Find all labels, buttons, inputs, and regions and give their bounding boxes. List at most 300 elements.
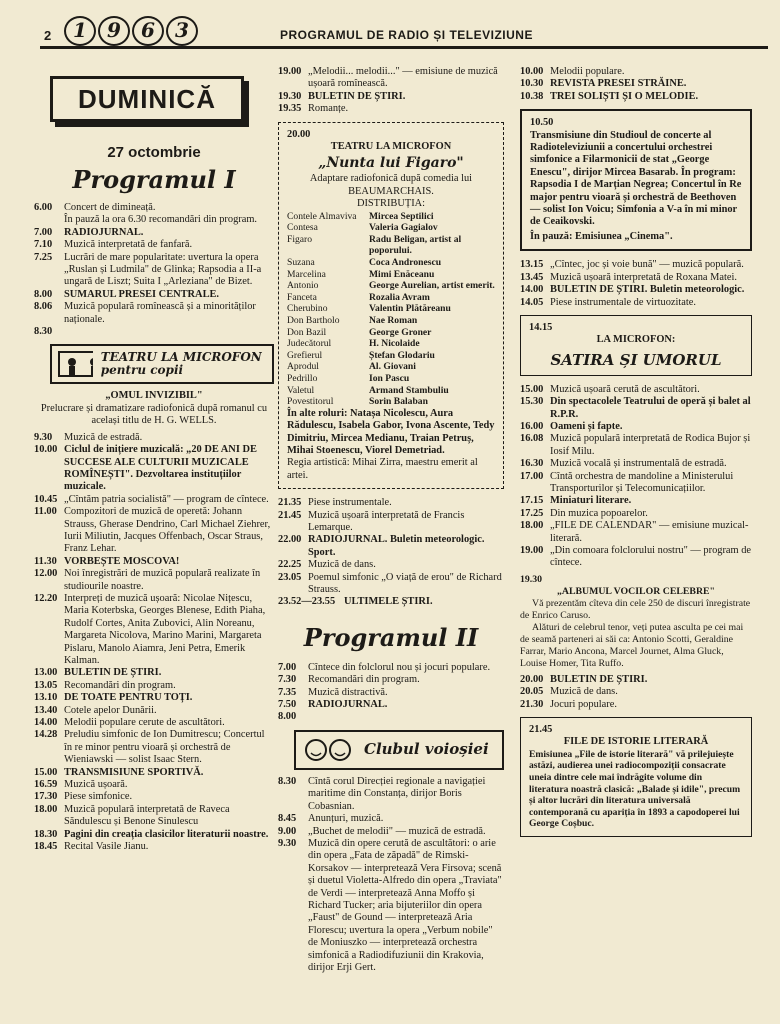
cast-row xyxy=(287,269,495,281)
schedule-item xyxy=(34,717,274,729)
schedule-text: Muzică vocală și instrumentală de estradă. xyxy=(550,458,727,470)
schedule-time: 18.45 xyxy=(34,841,58,853)
schedule-time: 21.35 xyxy=(278,497,302,509)
cast-actor: H. Nicolaide xyxy=(369,338,420,350)
year-digit: 9 xyxy=(98,16,130,46)
schedule-item xyxy=(278,66,504,91)
schedule-text: RADIOJURNAL. xyxy=(308,699,388,711)
teatru-adaptation: Adaptare radiofonică după comedia lui BEAUMARCHAIS. xyxy=(309,173,473,197)
schedule-item xyxy=(34,692,274,704)
schedule-time: 7.00 xyxy=(34,226,53,238)
cast-actor: George Groner xyxy=(369,326,432,338)
schedule-text: Muzică de dans. xyxy=(308,559,376,571)
schedule-text: Cotele apelor Dunării. xyxy=(64,704,157,716)
schedule-text: Muzică populară romînească și a minorităților naționale. xyxy=(64,301,256,325)
schedule-list xyxy=(520,674,752,711)
schedule-time: 6.00 xyxy=(34,202,53,213)
schedule-text xyxy=(308,711,504,723)
schedule-text: „Din comoara folclorului nostru" — program de cîntece. xyxy=(550,545,752,569)
schedule-text: Compozitori de muzică de operetă: Johann Strauss, Gherase Dendrino, Carl Michael Ziehrer, Iurii Miliutin, Jacques Offenbach, Oscar Straus, Franz Lehar. xyxy=(64,506,271,555)
schedule-text: REVISTA PRESEI STRĂINE. xyxy=(550,78,687,90)
cast-row xyxy=(287,234,495,257)
schedule-text: Poemul simfonic „O viață de erou" de Richard Strauss. xyxy=(308,571,502,596)
schedule-item xyxy=(34,779,274,791)
schedule-time: 14.28 xyxy=(34,729,58,741)
cast-row xyxy=(287,292,495,304)
cast-role: Antonio xyxy=(287,280,319,292)
schedule-time: 8.30 xyxy=(34,326,53,338)
schedule-time: 13.15 xyxy=(520,259,544,271)
schedule-text: Romanțe. xyxy=(308,103,349,115)
schedule-list xyxy=(520,66,752,103)
schedule-text: Muzică populară interpretată de Raveca Săndulescu și Benone Sinulescu xyxy=(64,803,230,828)
schedule-time: 15.00 xyxy=(34,766,58,778)
schedule-text: Miniaturi literare. xyxy=(550,495,632,507)
cartoon-faces-icon xyxy=(302,737,356,763)
schedule-item xyxy=(278,699,504,711)
schedule-time: 9.30 xyxy=(278,837,297,849)
schedule-text: RADIOJURNAL. Buletin meteorologic. Sport. xyxy=(308,534,485,558)
schedule-text: Muzică de dans. xyxy=(550,686,618,698)
album-text-1: Vă prezentăm cîteva din cele 250 de discuri înregistrate de Enrico Caruso. xyxy=(520,597,751,621)
schedule-item xyxy=(520,545,752,570)
column-3 xyxy=(520,66,752,845)
schedule-text: Preludiu simfonic de Ion Dumitrescu; Concertul în re minor pentru vioară și orchestră de Wieniawski — solist Isaac Stern. xyxy=(64,729,265,766)
schedule-text: Muzică ușoară interpretată de Francis Lemarque. xyxy=(308,509,465,533)
schedule-list xyxy=(278,497,504,609)
schedule-item xyxy=(34,227,274,239)
schedule-item xyxy=(34,829,274,841)
schedule-time: 7.50 xyxy=(278,699,297,711)
schedule-text: Recomandări din program. xyxy=(64,679,176,691)
schedule-time: 16.08 xyxy=(520,433,544,445)
schedule-item xyxy=(278,687,504,699)
cast-actor: Sorin Balaban xyxy=(369,396,428,408)
cast-row xyxy=(287,315,495,327)
schedule-list xyxy=(278,66,504,116)
omul-title: „OMUL INVIZIBIL" xyxy=(105,390,203,402)
teatru-time: 20.00 xyxy=(287,128,311,140)
cast-actor: Ion Pascu xyxy=(369,372,410,384)
schedule-text: Piese simfonice. xyxy=(64,791,133,803)
cast-role: Pedrillo xyxy=(287,372,318,384)
program-2-title: Programul II xyxy=(303,622,479,652)
schedule-text: Anunțuri, muzică. xyxy=(308,813,384,825)
concert-time: 10.50 xyxy=(530,117,554,129)
concert-pause: În pauză: Emisiunea „Cinema". xyxy=(530,230,673,242)
schedule-text: Melodii populare. xyxy=(550,66,625,77)
schedule-time: 22.25 xyxy=(278,559,302,571)
istorie-box xyxy=(520,717,752,837)
schedule-item xyxy=(520,495,752,507)
cast-row xyxy=(287,280,495,292)
schedule-item xyxy=(520,674,752,686)
schedule-text: DE TOATE PENTRU TOȚI. xyxy=(64,692,193,704)
clubul-label: Clubul voioșiei xyxy=(364,740,489,759)
schedule-item xyxy=(520,699,752,711)
satira-heading: LA MICROFON: xyxy=(596,334,676,346)
schedule-time: 23.05 xyxy=(278,571,302,583)
satira-title: SATIRA ȘI UMORUL xyxy=(550,350,722,369)
schedule-item xyxy=(520,520,752,545)
schedule-time: 18.00 xyxy=(520,520,544,532)
schedule-item xyxy=(278,674,504,686)
schedule-item xyxy=(34,494,274,506)
cast-row xyxy=(287,222,495,234)
schedule-item xyxy=(520,272,752,284)
schedule-list xyxy=(34,432,274,854)
album-text-2: Alături de celebrul tenor, veți putea asculta pe cei mai de seamă parteneri ai săi ca: Antonio Scotti, Geraldine Farrar, Mario Ancona, Marcel Journet, Alma Gluck, Louise Homer, Tita Ruffo. xyxy=(520,621,744,669)
cast-row xyxy=(287,373,495,385)
cast-actor: Armand Stambuliu xyxy=(369,384,449,396)
cast-role: Grefierul xyxy=(287,349,323,361)
schedule-time: 17.25 xyxy=(520,507,544,519)
cast-actor: Valeria Gagialov xyxy=(369,222,438,234)
cast-role: Suzana xyxy=(287,257,315,269)
schedule-text: „Cîntec, joc și voie bună" — muzică populară. xyxy=(550,259,744,271)
schedule-item xyxy=(278,91,504,103)
schedule-text: Ciclul de inițiere muzicală: „20 DE ANI DE SUCCESE ALE CULTURII MUZICALE ROMÎNEȘTI". Dezvoltarea instituțiilor muzicale. xyxy=(64,444,257,493)
schedule-item xyxy=(34,289,274,301)
schedule-time: 7.25 xyxy=(34,251,53,263)
schedule-item xyxy=(278,572,504,597)
schedule-text: Muzică de estradă. xyxy=(64,431,143,443)
schedule-text: Muzică din opere cerută de ascultători: o arie din opera „Fata de zăpadă" de Rimski-Korsakov — interpretează Vera Firsova; scenă și duetul Violetta-Alfredo din opera „Traviata" de Verdi — interpretează Anna Moffo și Richard Tucker; aria bijuteriilor din opera „Faust" de Gound — interpretează Aria Florescu; uvertura la opera „Verbum nobile" de Moniuszko — interpretează orchestra simfonică a Radiodifuziunii din Krakovia, dirijor Erji Gert. xyxy=(308,837,502,973)
schedule-item xyxy=(520,686,752,698)
schedule-time: 19.35 xyxy=(278,103,302,115)
year-digit: 6 xyxy=(132,16,164,46)
cast-role: Cherubino xyxy=(287,303,328,315)
schedule-time: 19.30 xyxy=(278,90,302,102)
schedule-list xyxy=(520,384,752,570)
album-time: 19.30 xyxy=(520,573,543,585)
schedule-text: Noi înregistrări de muzică populară realizate în studiourile noastre. xyxy=(64,568,261,592)
schedule-item xyxy=(520,297,752,309)
schedule-text: În pauză la ora 6.30 recomandări din program. xyxy=(64,214,258,226)
schedule-text: Lucrări de mare popularitate: uvertura la opera „Ruslan și Ludmila" de Glinka; Rapsodia a II-a ungară de Liszt; Suita I „Arleziana" de Bizet. xyxy=(64,251,262,288)
schedule-time: 8.06 xyxy=(34,301,53,313)
schedule-item xyxy=(34,841,274,853)
cast-role: Contele Almaviva xyxy=(287,210,357,222)
schedule-list xyxy=(34,202,274,338)
schedule-time: 13.00 xyxy=(34,667,58,679)
schedule-time xyxy=(34,214,64,226)
cast-row xyxy=(287,396,495,408)
schedule-item xyxy=(520,259,752,271)
date-label: 27 octombrie xyxy=(107,144,201,161)
year-logo xyxy=(64,16,198,46)
cast-row xyxy=(287,327,495,339)
schedule-item xyxy=(520,396,752,421)
cast-actor: Mircea Septilici xyxy=(369,210,434,222)
cast-role: Don Bartholo xyxy=(287,315,340,326)
schedule-time: 7.10 xyxy=(34,239,53,251)
schedule-item xyxy=(34,326,274,338)
schedule-item xyxy=(520,508,752,520)
schedule-text: Piese instrumentale. xyxy=(308,497,392,509)
cast-role: Figaro xyxy=(287,233,313,245)
day-banner: DUMINICĂ xyxy=(50,76,244,122)
omul-description: Prelucrare și dramatizare radiofonică după romanul cu același titlu de H. G. WELLS. xyxy=(40,402,268,427)
cast-actor: Al. Giovani xyxy=(369,361,416,373)
schedule-time: 15.00 xyxy=(520,383,544,395)
schedule-item xyxy=(34,804,274,829)
cast-actor: George Aurelian, artist emerit. xyxy=(369,280,495,292)
schedule-text: BULETIN DE ȘTIRI. xyxy=(308,90,406,102)
schedule-item xyxy=(520,471,752,496)
schedule-text: „Melodii... melodii..." — emisiune de muzică ușoară romînească. xyxy=(308,66,498,90)
schedule-text: BULETIN DE ȘTIRI. xyxy=(550,673,648,685)
other-roles: În alte roluri: Natașa Nicolescu, Aura Rădulescu, Isabela Gabor, Ivona Ascente, Tedy Dimitriu, Mircea Medianu, Traian Petruș, Mihai Stoenescu, Viorel Demetriad. xyxy=(287,407,495,456)
schedule-time: 14.05 xyxy=(520,296,544,308)
program-1-title: Programul I xyxy=(72,165,236,194)
cast-row xyxy=(287,211,495,223)
schedule-item xyxy=(520,66,752,78)
schedule-item xyxy=(278,559,504,571)
schedule-item xyxy=(34,556,274,568)
schedule-time: 11.30 xyxy=(34,555,57,567)
schedule-time: 7.00 xyxy=(278,661,297,673)
schedule-text: Oameni și fapte. xyxy=(550,420,623,432)
schedule-text: Piese instrumentale de virtuozitate. xyxy=(550,296,697,308)
schedule-text: TREI SOLIȘTI ȘI O MELODIE. xyxy=(550,90,699,102)
schedule-item xyxy=(34,667,274,679)
schedule-item xyxy=(34,252,274,289)
schedule-time: 14.00 xyxy=(520,284,544,296)
schedule-time: 11.00 xyxy=(34,506,57,518)
schedule-time: 10.00 xyxy=(520,66,544,77)
schedule-item xyxy=(34,202,274,214)
regia: Regia artistică: Mihai Zirra, maestru emerit al artei. xyxy=(287,457,478,481)
cast-actor: Coca Andronescu xyxy=(369,257,442,269)
schedule-text: Recital Vasile Jianu. xyxy=(64,841,149,853)
schedule-time: 9.30 xyxy=(34,431,53,443)
istorie-text: Emisiunea „File de istorie literară" vă prilejuiește astăzi, audierea unei radiocompoziții consacrate uneia dintre cele mai îndrăgite volume din literatura noastră clasică: „Balade și idile", precum și altor lucrări din literatura universală contemporană cu apariția în 1893 a capodoperei lui George Coșbuc. xyxy=(529,748,741,830)
schedule-text: Jocuri populare. xyxy=(550,698,617,710)
schedule-time: 10.38 xyxy=(520,90,544,102)
schedule-text: Din spectacolele Teatrului de operă și balet al R.P.R. xyxy=(550,396,751,420)
cast-role: Marcelina xyxy=(287,268,326,280)
schedule-item xyxy=(278,510,504,535)
schedule-item xyxy=(34,568,274,593)
schedule-time: 19.00 xyxy=(520,545,544,556)
cast-actor: Ștefan Glodariu xyxy=(369,349,435,361)
istorie-time: 21.45 xyxy=(529,724,553,736)
cast-role: Don Bazil xyxy=(287,326,327,338)
schedule-time: 8.00 xyxy=(34,288,53,300)
schedule-item xyxy=(278,813,504,825)
teatru-figaro-box xyxy=(278,122,504,490)
schedule-item xyxy=(520,284,752,296)
schedule-item xyxy=(520,384,752,396)
cast-row xyxy=(287,338,495,350)
schedule-text: TRANSMISIUNE SPORTIVĂ. xyxy=(64,766,204,778)
schedule-text: Muzică interpretată de fanfară. xyxy=(64,239,193,251)
cast-row xyxy=(287,257,495,269)
schedule-text: „Buchet de melodii" — muzică de estradă. xyxy=(308,825,486,837)
schedule-text: Cîntă corul Direcției regionale a navigației maritime din Constanța, dirijor Boris Cobasnian. xyxy=(308,775,486,812)
cast-actor: Radu Beligan, artist al poporului. xyxy=(369,233,462,257)
schedule-text: Muzică ușoară cerută de ascultători. xyxy=(550,383,700,395)
cast-row xyxy=(287,303,495,315)
schedule-time: 17.30 xyxy=(34,791,58,803)
clubul-illustration xyxy=(294,730,504,770)
album-section xyxy=(520,574,752,670)
concert-text: Transmisiune din Studioul de concerte al Radioteleviziunii a concertului orchestrei simfonice a Filarmonicii de stat „George Enescu", dirijor Mircea Basarab. În program: Rapsodia I de Marțian Negrea; Concertul în Re major pentru vioară și orchestră de Beethoven — solist Ion Voicu; Simfonia a V-a în mi minor de Ceaikovski. xyxy=(530,129,742,228)
schedule-text: „FILE DE CALENDAR" — emisiune muzical-literară. xyxy=(550,520,749,544)
schedule-time: 12.20 xyxy=(34,592,58,604)
schedule-item xyxy=(520,91,752,103)
cast-list xyxy=(287,211,495,408)
schedule-time: 17.00 xyxy=(520,470,544,482)
schedule-text: Melodii populare cerute de ascultători. xyxy=(64,717,225,729)
schedule-item xyxy=(278,826,504,838)
cast-role: Fanceta xyxy=(287,291,317,303)
schedule-item xyxy=(34,593,274,667)
schedule-item xyxy=(34,705,274,717)
schedule-item xyxy=(34,506,274,556)
cast-role: Aprodul xyxy=(287,361,319,373)
schedule-text: Cîntece din folclorul nou și jocuri populare. xyxy=(308,661,491,673)
schedule-text: RADIOJURNAL. xyxy=(64,226,144,238)
schedule-item xyxy=(520,78,752,90)
schedule-time: 16.00 xyxy=(520,420,544,432)
schedule-time: 16.59 xyxy=(34,779,58,791)
schedule-item xyxy=(34,239,274,251)
schedule-item xyxy=(34,729,274,766)
schedule-time: 10.30 xyxy=(520,78,544,90)
teatru-heading: TEATRU LA MICROFON xyxy=(330,141,452,153)
schedule-item xyxy=(278,711,504,723)
schedule-time: 16.30 xyxy=(520,458,544,470)
schedule-time: 14.00 xyxy=(34,717,58,729)
schedule-text: VORBEȘTE MOSCOVA! xyxy=(64,555,180,567)
schedule-text: Muzică ușoară. xyxy=(64,779,128,791)
schedule-time: 17.15 xyxy=(520,495,544,507)
schedule-time: 8.00 xyxy=(278,711,297,723)
column-1 xyxy=(34,66,274,854)
schedule-time: 13.05 xyxy=(34,679,58,691)
schedule-time: 8.30 xyxy=(278,775,297,787)
schedule-time: 9.00 xyxy=(278,825,297,837)
schedule-item xyxy=(34,301,274,326)
schedule-text: Cîntă orchestra de mandoline a Ministerului Transporturilor și Telecomunicațiilor. xyxy=(550,470,734,494)
schedule-time: 7.35 xyxy=(278,686,297,698)
cast-role: Valetul xyxy=(287,384,315,396)
schedule-text: Interpreți de muzică ușoară: Nicolae Nițescu, Maria Koterbska, Georges Blenese, Edith Piaha, Rudolf Cortes, Anita Zubovici, Alin Noreanu, Margareta Nicolova, Marino Marini, Margareta Pislaru, Manolo Aiamra, Jeni Petra, Emerik Kalman. xyxy=(64,592,266,666)
schedule-time: 23.52—23.55 xyxy=(278,596,336,608)
schedule-text: BULETIN DE ȘTIRI. Buletin meteorologic. xyxy=(550,284,745,296)
schedule-item xyxy=(278,838,504,974)
schedule-text: Concert de dimineață. xyxy=(64,202,156,213)
album-title: „ALBUMUL VOCILOR CELEBRE" xyxy=(556,585,716,597)
cast-actor: Valentin Plătăreanu xyxy=(369,303,451,315)
schedule-item xyxy=(34,767,274,779)
schedule-item xyxy=(520,421,752,433)
schedule-time: 22.00 xyxy=(278,534,302,546)
cast-actor: Mimi Enăceanu xyxy=(369,268,435,280)
cast-row xyxy=(287,350,495,362)
schedule-item xyxy=(278,662,504,674)
schedule-time: 18.00 xyxy=(34,803,58,815)
concert-box xyxy=(520,109,752,251)
schedule-item xyxy=(278,534,504,559)
schedule-time: 15.30 xyxy=(520,396,544,408)
schedule-time: 18.30 xyxy=(34,828,58,840)
schedule-text: Din muzica popoarelor. xyxy=(550,507,648,519)
schedule-list xyxy=(520,259,752,309)
publication-title: PROGRAMUL DE RADIO ȘI TELEVIZIUNE xyxy=(280,28,533,42)
schedule-time: 13.10 xyxy=(34,692,58,704)
schedule-text: ULTIMELE ȘTIRI. xyxy=(344,596,433,608)
schedule-item xyxy=(278,103,504,115)
schedule-item xyxy=(278,497,504,509)
schedule-item xyxy=(34,444,274,494)
schedule-time: 13.45 xyxy=(520,271,544,283)
distributia-label: DISTRIBUȚIA: xyxy=(356,198,426,210)
schedule-text: Muzică distractivă. xyxy=(308,686,388,698)
schedule-item xyxy=(520,458,752,470)
schedule-text: BULETIN DE ȘTIRI. xyxy=(64,667,162,679)
schedule-item xyxy=(34,432,274,444)
theatre-stage-icon xyxy=(58,351,93,377)
year-digit: 1 xyxy=(64,16,96,46)
schedule-text: Pagini din creația clasicilor literaturii noastre. xyxy=(64,828,269,840)
schedule-time: 21.30 xyxy=(520,698,544,710)
schedule-item xyxy=(520,433,752,458)
schedule-item xyxy=(34,791,274,803)
schedule-list xyxy=(278,662,504,724)
cast-actor: Rozalia Avram xyxy=(369,291,430,303)
istorie-title: FILE DE ISTORIE LITERARĂ xyxy=(563,736,709,748)
schedule-time: 7.30 xyxy=(278,674,297,686)
schedule-text: „Cîntăm patria socialistă" — program de cîntece. xyxy=(64,493,269,505)
schedule-time: 21.45 xyxy=(278,509,302,521)
schedule-time: 13.40 xyxy=(34,704,58,716)
cast-role: Povestitorul xyxy=(287,396,334,408)
cast-row xyxy=(287,361,495,373)
page-number: 2 xyxy=(44,28,52,43)
schedule-item xyxy=(34,214,274,226)
schedule-list xyxy=(278,776,504,975)
schedule-time: 10.45 xyxy=(34,493,58,505)
satira-box xyxy=(520,315,752,376)
schedule-time: 20.05 xyxy=(520,686,544,698)
cast-actor: Nae Roman xyxy=(369,315,418,326)
schedule-item xyxy=(278,776,504,813)
page-header xyxy=(40,14,768,49)
schedule-time: 20.00 xyxy=(520,673,544,685)
cast-row xyxy=(287,385,495,397)
schedule-item xyxy=(278,596,504,608)
teatru-copii-illustration xyxy=(50,344,274,384)
year-digit: 3 xyxy=(166,16,198,46)
schedule-time: 10.00 xyxy=(34,444,58,456)
schedule-text: SUMARUL PRESEI CENTRALE. xyxy=(64,288,220,300)
teatru-title: „Nunta lui Figaro" xyxy=(318,155,464,172)
schedule-time: 19.00 xyxy=(278,66,302,77)
schedule-text xyxy=(64,326,274,338)
schedule-text: Muzică ușoară interpretată de Roxana Matei. xyxy=(550,271,737,283)
schedule-text: Muzică populară interpretată de Rodica Bujor și Iosif Milu. xyxy=(550,433,751,457)
cast-role: Judecătorul xyxy=(287,338,332,350)
schedule-text: Recomandări din program. xyxy=(308,674,420,686)
satira-time: 14.15 xyxy=(529,321,553,333)
schedule-time: 8.45 xyxy=(278,813,297,825)
column-2 xyxy=(278,66,504,974)
schedule-time: 12.00 xyxy=(34,568,58,580)
teatru-copii-label: TEATRU LA MICROFON pentru copii xyxy=(100,350,262,378)
